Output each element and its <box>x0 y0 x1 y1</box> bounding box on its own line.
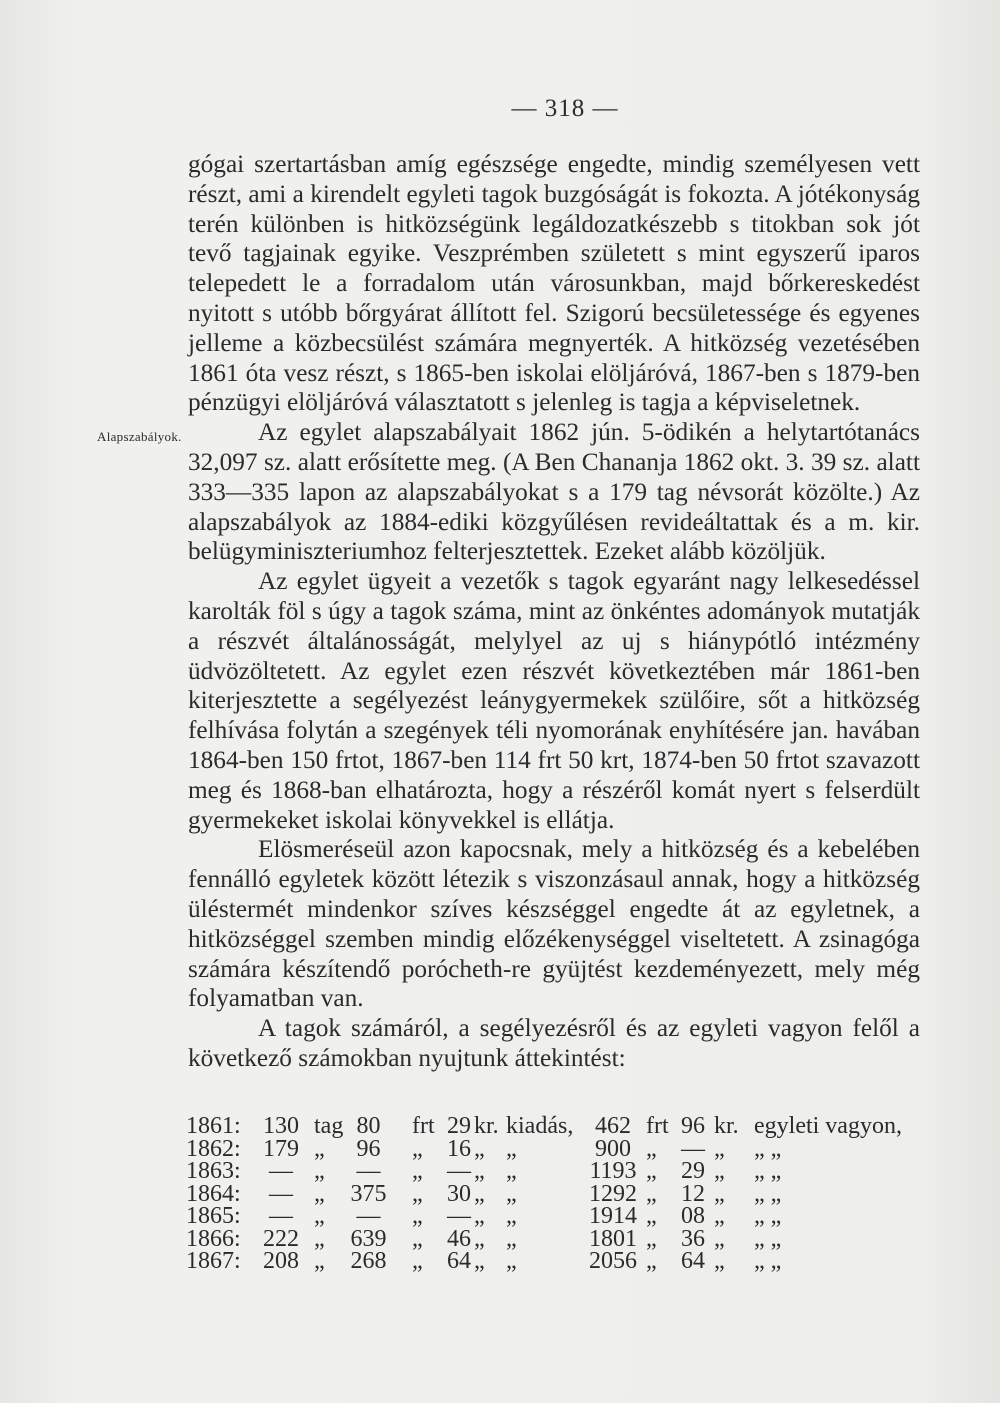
kr-label: „ <box>474 1180 485 1207</box>
expense-label: „ <box>506 1203 517 1229</box>
assets-kr: — <box>681 1135 705 1162</box>
frt-label: „ <box>412 1135 423 1162</box>
body-text <box>188 150 920 1074</box>
kr-label: „ <box>474 1158 485 1184</box>
member-label: „ <box>314 1158 325 1184</box>
member-count: — <box>269 1203 293 1229</box>
assets-frt-label: „ <box>646 1225 657 1252</box>
paragraph: Elösmeréseül azon kapocsnak, mely a hitközség és a kebelében fennálló egyletek között létezik s viszonzásaul annak, hogy a hitközség üléstermét mindenkor szíves készséggel engedte át az egyletnek, a hitközséggel szemben mindig előzékenységgel viseltetett. A zsinagóga számára készítendő porócheth-re gyüjtést kezdeményezett, mely még folyamatban van. <box>188 835 920 1013</box>
assets-frt-label: frt <box>646 1113 669 1139</box>
assets-kr-label: kr. <box>714 1113 739 1139</box>
assets-frt-label: „ <box>646 1158 657 1184</box>
member-label: „ <box>314 1135 325 1162</box>
member-label: „ <box>314 1248 325 1274</box>
assets-label: „ „ <box>754 1203 782 1229</box>
expense-label: „ <box>506 1248 517 1274</box>
expense-kr: 46 <box>447 1225 471 1252</box>
statistics-table <box>186 1115 916 1273</box>
expense-frt: 80 <box>356 1113 381 1139</box>
assets-label: egyleti vagyon, <box>754 1113 902 1139</box>
frt-label: „ <box>412 1248 423 1274</box>
year: 1863: <box>186 1158 241 1184</box>
paragraph: A tagok számáról, a segélyezésről és az egyleti vagyon felől a következő számokban nyujtunk áttekintést: <box>188 1014 920 1072</box>
expense-kr: — <box>447 1158 471 1184</box>
expense-frt: 639 <box>350 1225 387 1252</box>
assets-label: „ „ <box>754 1180 782 1207</box>
expense-kr: 64 <box>447 1248 471 1274</box>
stats-row <box>186 1205 916 1228</box>
frt-label: „ <box>412 1203 423 1229</box>
kr-label: „ <box>474 1225 485 1252</box>
assets-kr: 36 <box>681 1225 705 1252</box>
assets-kr-label: „ <box>714 1180 725 1207</box>
assets-frt: 1801 <box>589 1225 637 1252</box>
kr-label: „ <box>474 1248 485 1274</box>
expense-frt: — <box>356 1158 381 1184</box>
assets-kr: 08 <box>681 1203 705 1229</box>
year: 1864: <box>186 1180 241 1207</box>
assets-kr-label: „ <box>714 1203 725 1229</box>
assets-frt: 1292 <box>589 1180 637 1207</box>
member-label: tag <box>314 1113 344 1139</box>
paragraph: Az egylet alapszabályait 1862 jún. 5-ödikén a helytartótanács 32,097 sz. alatt erősítette meg. (A Ben Chananja 1862 okt. 3. 39 sz. alatt 333—335 lapon az alapszabályokat s a 179 tag névsorát közölte.) Az alapszabályok az 1884-ediki közgyűlésen revideáltattak és a m. kir. belügyminiszteriumhoz felterjesztettek. Ezeket alább közöljük. <box>188 418 920 566</box>
expense-label: „ <box>506 1135 517 1162</box>
kr-label: „ <box>474 1203 485 1229</box>
assets-frt-label: „ <box>646 1203 657 1229</box>
frt-label: frt <box>412 1113 435 1139</box>
assets-kr: 64 <box>681 1248 705 1274</box>
stats-row <box>186 1225 916 1252</box>
member-count: — <box>269 1158 293 1184</box>
kr-label: „ <box>474 1135 485 1162</box>
assets-frt: 462 <box>595 1113 631 1139</box>
assets-kr-label: „ <box>714 1248 725 1274</box>
assets-frt-label: „ <box>646 1248 657 1274</box>
expense-frt: 96 <box>356 1135 381 1162</box>
expense-frt: 375 <box>350 1180 387 1207</box>
margin-note: Alapszabályok. <box>97 429 182 444</box>
member-count: 208 <box>263 1248 299 1274</box>
member-label: „ <box>314 1180 325 1207</box>
year: 1861: <box>186 1113 241 1139</box>
frt-label: „ <box>412 1158 423 1184</box>
member-count: — <box>269 1180 293 1207</box>
assets-label: „ „ <box>754 1248 782 1274</box>
kr-label: kr. <box>474 1113 499 1139</box>
assets-kr: 96 <box>681 1113 705 1139</box>
year: 1862: <box>186 1135 241 1162</box>
expense-kr: — <box>447 1203 471 1229</box>
member-count: 222 <box>263 1225 299 1252</box>
page-number: — 318 — <box>511 95 619 122</box>
assets-frt-label: „ <box>646 1180 657 1207</box>
assets-kr: 12 <box>681 1180 705 1207</box>
assets-frt: 900 <box>595 1135 631 1162</box>
stats-row <box>186 1135 916 1162</box>
assets-label: „ „ <box>754 1158 782 1184</box>
expense-label: „ <box>506 1158 517 1184</box>
stats-row <box>186 1115 916 1138</box>
frt-label: „ <box>412 1225 423 1252</box>
expense-frt: 268 <box>350 1248 387 1274</box>
assets-frt-label: „ <box>646 1135 657 1162</box>
expense-kr: 30 <box>447 1180 471 1207</box>
assets-label: „ „ <box>754 1135 782 1162</box>
year: 1865: <box>186 1203 241 1229</box>
year: 1867: <box>186 1248 241 1274</box>
assets-kr-label: „ <box>714 1158 725 1184</box>
stats-row <box>186 1180 916 1207</box>
assets-frt: 1193 <box>589 1158 637 1184</box>
assets-frt: 2056 <box>589 1248 637 1274</box>
expense-kr: 29 <box>447 1113 471 1139</box>
frt-label: „ <box>412 1180 423 1207</box>
assets-kr-label: „ <box>714 1225 725 1252</box>
year: 1866: <box>186 1225 241 1252</box>
member-count: 130 <box>263 1113 299 1139</box>
expense-label: „ <box>506 1225 517 1252</box>
assets-kr-label: „ <box>714 1135 725 1162</box>
assets-label: „ „ <box>754 1225 782 1252</box>
expense-frt: — <box>356 1203 381 1229</box>
member-count: 179 <box>263 1135 299 1162</box>
member-label: „ <box>314 1225 325 1252</box>
assets-kr: 29 <box>681 1158 705 1184</box>
paragraph: gógai szertartásban amíg egészsége engedte, mindig személyesen vett részt, ami a kirendelt egyleti tagok buzgóságát is fokozta. A jótékonyság terén különben is hitközségünk legáldozatkészebb s titokban sok jót tevő tagjainak egyike. Veszprémben született s mint egyszerű iparos telepedett le a forradalom után városunkban, majd bőrkereskedést nyitott s utóbb bőrgyárat állított fel. Szigorú becsületessége és egyenes jelleme a közbecsülést számára megnyerték. A hitközség vezetésében 1861 óta vesz részt, s 1865-ben iskolai elöljáróvá, 1867-ben s 1879-ben pénzügyi elöljáróvá választatott s jelenleg is tagja a képviseletnek. <box>188 150 921 417</box>
paragraph: Az egylet ügyeit a vezetők s tagok egyaránt nagy lelkesedéssel karolták föl s úgy a tagok száma, mint az önkéntes adományok mutatják a részvét általánosságát, melylyel az uj s hiánypótló intézmény üdvözöltetett. Az egylet ezen részvét következtében már 1861-ben kiterjesztette a segélyezést leánygyermekek szülőire, sőt a hitközség felhívása folytán a szegények téli nyomorának enyhítésére jan. havában 1864-ben 150 frtot, 1867-ben 114 frt 50 krt, 1874-ben 50 frtot szavazott meg és 1868-ban elhatározta, hogy a részéről komát nyert s felserdült gyermekeket iskolai könyvekkel is ellátja. <box>188 567 920 834</box>
member-label: „ <box>314 1203 325 1229</box>
expense-label: „ <box>506 1180 517 1207</box>
expense-label: kiadás, <box>506 1113 574 1139</box>
assets-frt: 1914 <box>589 1203 637 1229</box>
stats-row <box>186 1160 916 1183</box>
stats-row <box>186 1250 916 1273</box>
expense-kr: 16 <box>447 1135 471 1162</box>
